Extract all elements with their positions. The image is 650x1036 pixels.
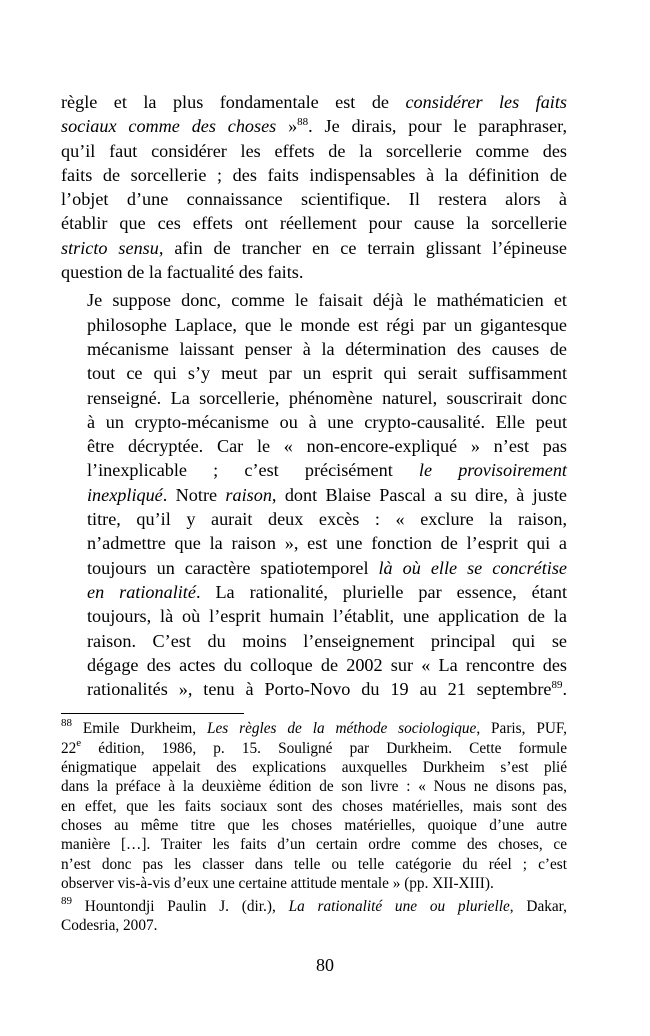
text-run: Emile Durkheim, (72, 720, 207, 738)
text-run: . (562, 679, 567, 700)
text-run: choses au même titre que les choses matérielles, quoique d’une autre (61, 816, 567, 834)
text-run: afin de trancher en ce terrain glissant l’épineuse (163, 237, 567, 258)
text-run: , Paris, PUF, (476, 720, 567, 738)
text-run: toujours, là où l’esprit humain l’établit, une application de la (87, 606, 567, 627)
text-run: Les règles de la méthode sociologique (207, 720, 477, 738)
text-line (61, 855, 567, 874)
text-run: stricto sensu, (61, 237, 164, 258)
text-line (61, 139, 567, 163)
text-line (61, 458, 567, 482)
text-run: 22 (61, 739, 77, 757)
paragraph (61, 90, 567, 284)
text-line (61, 736, 567, 758)
text-line (61, 337, 567, 361)
text-line (61, 531, 567, 555)
footnote (61, 897, 567, 936)
text-line (61, 187, 567, 211)
text-run: 88 (61, 717, 72, 730)
text-run: édition, 1986, p. 15. Souligné par Durkheim. Cette formule (81, 739, 567, 757)
text-line (61, 386, 567, 410)
text-run: philosophe Laplace, que le monde est régi par un gigantesque (87, 314, 567, 335)
text-run: manière […]. Traiter les faits d’un certain ordre comme des choses, ce (61, 836, 567, 854)
text-run: dégage des actes du colloque de 2002 sur « La rencontre des (87, 654, 567, 675)
text-run: le provisoirement (418, 460, 567, 481)
text-run: en effet, que les faits sociaux sont des choses matérielles, mais sont des (61, 797, 567, 815)
text-run: 89 (61, 895, 72, 908)
text-line (61, 835, 567, 854)
text-line (61, 797, 567, 816)
text-run: . Notre (162, 484, 226, 505)
text-run: dans la préface à la deuxième édition de son livre : « Nous ne disons pas, (61, 778, 567, 796)
text-run: énigmatique appelait des explications auxquelles Durkheim s’est plié (61, 759, 567, 777)
text-run: considérer les faits (405, 92, 567, 112)
text-run: titre, qu’il y aurait deux excès : « exclure la raison, (87, 509, 567, 530)
paragraph (61, 288, 567, 701)
text-run: raison. C’est du moins l’enseignement principal qui se (87, 630, 567, 651)
footnote (61, 719, 567, 893)
body-text (61, 90, 567, 701)
text-run: La rationalité une ou plurielle (288, 898, 510, 916)
text-run: , Dakar, (509, 898, 567, 916)
text-run: , dont Blaise Pascal a su dire, à juste (271, 484, 567, 505)
text-run: en rationalité (87, 581, 196, 602)
text-run: Hountondji Paulin J. (dir.), (72, 898, 289, 916)
text-line (61, 211, 567, 235)
page-number: 80 (316, 955, 334, 975)
text-line (61, 719, 567, 738)
text-line (61, 507, 567, 531)
text-run: là où elle se concrétise (378, 557, 567, 578)
text-line (61, 313, 567, 337)
text-run: Codesria, 2007. (61, 917, 158, 935)
text-run: mécanisme laissant penser à la détermination des causes de (87, 338, 567, 359)
text-run: Je suppose donc, comme le faisait déjà le mathématicien et (87, 290, 567, 311)
text-run: sociaux comme des choses (61, 116, 277, 137)
footnotes (61, 719, 567, 935)
text-line (61, 816, 567, 835)
text-run: tout ce qui s’y meut par un esprit qui serait suffisamment (87, 363, 567, 384)
text-line (61, 677, 567, 701)
text-run: » (276, 116, 298, 137)
text-line (61, 758, 567, 777)
text-run: renseigné. La sorcellerie, phénomène naturel, souscrirait donc (87, 387, 567, 408)
text-run: l’inexplicable ; c’est précisément (87, 460, 419, 481)
text-line (61, 236, 567, 260)
text-line (61, 897, 567, 916)
text-run: raison (225, 484, 272, 505)
text-run: être décryptée. Car le « non-encore-expliqué » n’est pas (87, 436, 567, 457)
text-run: règle et la plus fondamentale est de (61, 92, 406, 112)
text-line (61, 777, 567, 796)
text-line (61, 288, 567, 312)
text-run: l’objet d’une connaissance scientifique. Il restera alors à (61, 189, 567, 210)
text-line (61, 604, 567, 628)
text-run: . La rationalité, plurielle par essence, étant (195, 581, 567, 602)
text-run: toujours un caractère spatiotemporel (87, 557, 379, 578)
text-run: . Je dirais, pour le paraphraser, (308, 116, 567, 137)
text-line (61, 260, 567, 284)
text-line (61, 361, 567, 385)
text-line (61, 114, 567, 138)
text-line (61, 874, 567, 893)
page-body (61, 90, 567, 936)
text-run: 88 (297, 116, 309, 129)
footnote-separator (61, 713, 244, 714)
text-run: 89 (551, 679, 563, 692)
text-line (61, 580, 567, 604)
text-run: question de la factualité des faits. (61, 262, 304, 283)
text-run: rationalités », tenu à Porto-Novo du 19 au 21 septembre (87, 679, 552, 700)
text-line (61, 653, 567, 677)
text-line (61, 916, 567, 935)
text-line (61, 629, 567, 653)
text-run: faits de sorcellerie ; des faits indispensables à la définition de (61, 164, 567, 185)
text-run: e (76, 736, 82, 749)
text-line (61, 434, 567, 458)
text-run: qu’il faut considérer les effets de la sorcellerie comme des (61, 140, 567, 161)
text-line (61, 410, 567, 434)
text-line (61, 483, 567, 507)
text-line (61, 90, 567, 114)
text-run: établir que ces effets ont réellement pour cause la sorcellerie (61, 213, 567, 234)
text-run: inexpliqué (87, 484, 163, 505)
text-run: observer vis-à-vis d’eux une certaine attitude mentale » (pp. XII-XIII). (61, 874, 494, 892)
text-run: n’admettre que la raison », est une fonction de l’esprit qui a (87, 533, 567, 554)
text-run: à un crypto-mécanisme ou à une crypto-causalité. Elle peut (87, 411, 567, 432)
text-run: n’est donc pas les classer dans telle ou telle catégorie du réel ; c’est (61, 855, 567, 873)
text-line (61, 163, 567, 187)
text-line (61, 556, 567, 580)
